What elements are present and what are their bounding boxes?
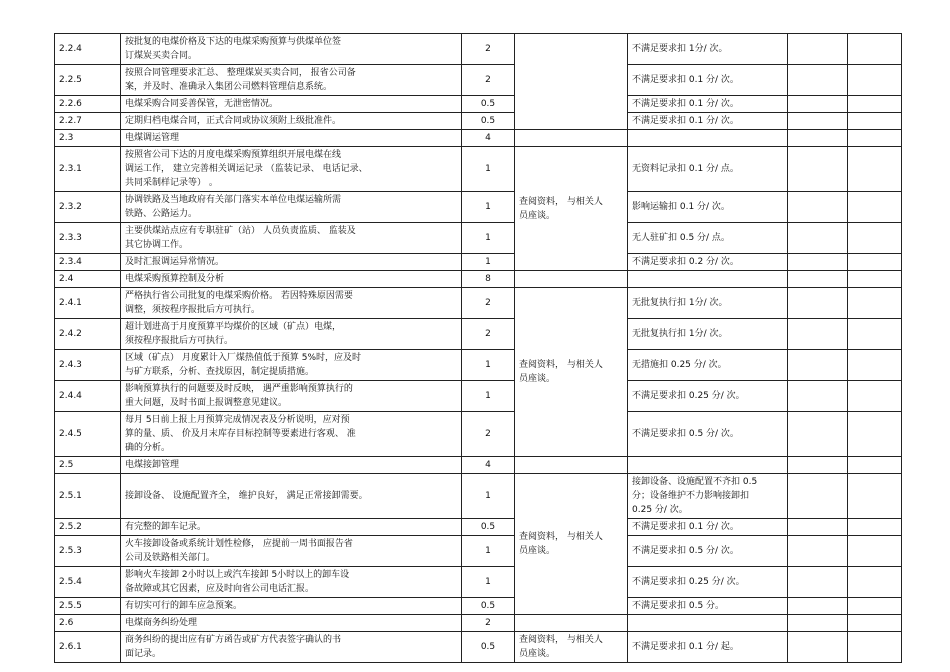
score-cell: 2 [462, 615, 515, 632]
item-content-cell: 有切实可行的卸车应急预案。 [121, 598, 462, 615]
item-number-cell: 2.2.5 [55, 65, 121, 96]
score-result-cell [788, 350, 848, 381]
deduction-rule-cell: 无批复执行扣 1分/ 次。 [628, 288, 788, 319]
check-method-cell: 查阅资料， 与相关人 员座谈。 [515, 147, 628, 271]
table-row [55, 381, 902, 412]
remark-cell [848, 474, 902, 519]
item-content-cell: 协调铁路及当地政府有关部门落实本单位电煤运输所需 铁路、公路运力。 [121, 192, 462, 223]
item-content-cell: 影响火车接卸 2小时以上或汽车接卸 5小时以上的卸车设 备故障或其它因素，应及时向省公司电话汇报。 [121, 567, 462, 598]
deduction-rule-cell [628, 615, 788, 632]
table-row [55, 254, 902, 271]
table-row [55, 412, 902, 457]
score-result-cell [788, 615, 848, 632]
item-content-cell: 按照省公司下达的月度电煤采购预算组织开展电煤在线 调运工作， 建立完善相关调运记录 （监装记录、 电话记录、 共同采制样记录等） 。 [121, 147, 462, 192]
item-content-cell: 电煤商务纠纷处理 [121, 615, 462, 632]
deduction-rule-cell: 不满足要求扣 0.5 分。 [628, 598, 788, 615]
remark-cell [848, 457, 902, 474]
item-number-cell: 2.2.7 [55, 113, 121, 130]
item-content-cell: 电煤接卸管理 [121, 457, 462, 474]
table-row [55, 288, 902, 319]
deduction-rule-cell: 无人驻矿扣 0.5 分/ 点。 [628, 223, 788, 254]
deduction-rule-cell [628, 130, 788, 147]
item-number-cell: 2.2.6 [55, 96, 121, 113]
section-row [55, 457, 902, 474]
score-cell: 1 [462, 147, 515, 192]
item-number-cell: 2.3.4 [55, 254, 121, 271]
item-number-cell: 2.5.3 [55, 536, 121, 567]
check-method-cell: 查阅资料， 与相关人 员座谈。 [515, 632, 628, 663]
remark-cell [848, 254, 902, 271]
score-result-cell [788, 223, 848, 254]
table-row [55, 519, 902, 536]
score-cell: 1 [462, 536, 515, 567]
score-result-cell [788, 536, 848, 567]
table-row [55, 147, 902, 192]
table-row [55, 567, 902, 598]
item-content-cell: 主要供煤站点应有专职驻矿（站） 人员负责监质、 监装及 其它协调工作。 [121, 223, 462, 254]
deduction-rule-cell [628, 271, 788, 288]
score-result-cell [788, 192, 848, 223]
remark-cell [848, 65, 902, 96]
score-result-cell [788, 412, 848, 457]
table-row [55, 598, 902, 615]
table-row [55, 113, 902, 130]
score-cell: 4 [462, 130, 515, 147]
item-number-cell: 2.3.2 [55, 192, 121, 223]
score-cell: 1 [462, 192, 515, 223]
score-cell: 8 [462, 271, 515, 288]
remark-cell [848, 632, 902, 663]
score-result-cell [788, 474, 848, 519]
score-result-cell [788, 113, 848, 130]
deduction-rule-cell: 不满足要求扣 0.1 分/ 次。 [628, 519, 788, 536]
document-page [54, 33, 902, 663]
score-cell: 0.5 [462, 96, 515, 113]
score-result-cell [788, 598, 848, 615]
table-row [55, 192, 902, 223]
item-number-cell: 2.2.4 [55, 34, 121, 65]
score-cell: 1 [462, 381, 515, 412]
item-number-cell: 2.3.3 [55, 223, 121, 254]
item-content-cell: 电煤调运管理 [121, 130, 462, 147]
deduction-rule-cell: 无措施扣 0.25 分/ 次。 [628, 350, 788, 381]
item-number-cell: 2.4.3 [55, 350, 121, 381]
score-cell: 0.5 [462, 519, 515, 536]
remark-cell [848, 412, 902, 457]
score-result-cell [788, 457, 848, 474]
item-content-cell: 及时汇报调运异常情况。 [121, 254, 462, 271]
item-content-cell: 超计划进高于月度预算平均煤价的区域（矿点）电煤， 须按程序报批后方可执行。 [121, 319, 462, 350]
score-cell: 1 [462, 350, 515, 381]
score-result-cell [788, 65, 848, 96]
item-number-cell: 2.6.1 [55, 632, 121, 663]
score-cell: 1 [462, 474, 515, 519]
table-row [55, 65, 902, 96]
item-content-cell: 每月 5日前上报上月预算完成情况表及分析说明，应对预 算的量、质、 价及月末库存目标控制等要素进行客观、 准 确的分析。 [121, 412, 462, 457]
score-result-cell [788, 319, 848, 350]
deduction-rule-cell: 不满足要求扣 0.5 分/ 次。 [628, 536, 788, 567]
item-content-cell: 接卸设备、 设施配置齐全， 维护良好， 满足正常接卸需要。 [121, 474, 462, 519]
item-content-cell: 商务纠纷的提出应有矿方函告或矿方代表签字确认的书 面记录。 [121, 632, 462, 663]
item-number-cell: 2.5.2 [55, 519, 121, 536]
remark-cell [848, 381, 902, 412]
item-number-cell: 2.4.4 [55, 381, 121, 412]
item-number-cell: 2.5.4 [55, 567, 121, 598]
table-row [55, 632, 902, 663]
item-content-cell: 严格执行省公司批复的电煤采购价格。 若因特殊原因需要 调整，须按程序报批后方可执行。 [121, 288, 462, 319]
score-cell: 4 [462, 457, 515, 474]
item-number-cell: 2.5.1 [55, 474, 121, 519]
deduction-rule-cell: 不满足要求扣 0.1 分/ 起。 [628, 632, 788, 663]
score-cell: 1 [462, 223, 515, 254]
item-content-cell: 按批复的电煤价格及下达的电煤采购预算与供煤单位签 订煤炭买卖合同。 [121, 34, 462, 65]
score-cell: 0.5 [462, 113, 515, 130]
remark-cell [848, 192, 902, 223]
item-content-cell: 有完整的卸车记录。 [121, 519, 462, 536]
item-number-cell: 2.5.5 [55, 598, 121, 615]
remark-cell [848, 130, 902, 147]
item-content-cell: 影响预算执行的问题要及时反映， 遇严重影响预算执行的 重大问题，及时书面上报调整意见建议。 [121, 381, 462, 412]
item-number-cell: 2.4 [55, 271, 121, 288]
remark-cell [848, 147, 902, 192]
deduction-rule-cell: 不满足要求扣 0.5 分/ 次。 [628, 412, 788, 457]
item-number-cell: 2.4.2 [55, 319, 121, 350]
remark-cell [848, 350, 902, 381]
deduction-rule-cell: 不满足要求扣 0.1 分/ 次。 [628, 96, 788, 113]
remark-cell [848, 96, 902, 113]
remark-cell [848, 598, 902, 615]
deduction-rule-cell: 不满足要求扣 0.25 分/ 次。 [628, 381, 788, 412]
item-content-cell: 定期归档电煤合同，正式合同或协议须附上级批准件。 [121, 113, 462, 130]
table-row [55, 34, 902, 65]
score-cell: 2 [462, 288, 515, 319]
score-cell: 2 [462, 34, 515, 65]
check-method-cell [515, 457, 628, 474]
item-number-cell: 2.3 [55, 130, 121, 147]
deduction-rule-cell: 不满足要求扣 0.2 分/ 次。 [628, 254, 788, 271]
deduction-rule-cell: 无资料记录扣 0.1 分/ 点。 [628, 147, 788, 192]
item-content-cell: 电煤采购合同妥善保管，无泄密情况。 [121, 96, 462, 113]
deduction-rule-cell: 不满足要求扣 0.1 分/ 次。 [628, 65, 788, 96]
check-method-cell: 查阅资料， 与相关人 员座谈。 [515, 288, 628, 457]
score-cell: 1 [462, 254, 515, 271]
check-method-cell: 查阅资料， 与相关人 员座谈。 [515, 474, 628, 615]
score-cell: 0.5 [462, 632, 515, 663]
remark-cell [848, 519, 902, 536]
deduction-rule-cell: 影响运输扣 0.1 分/ 次。 [628, 192, 788, 223]
deduction-rule-cell: 不满足要求扣 0.1 分/ 次。 [628, 113, 788, 130]
section-row [55, 130, 902, 147]
score-result-cell [788, 254, 848, 271]
check-method-cell [515, 615, 628, 632]
check-method-cell [515, 34, 628, 130]
remark-cell [848, 536, 902, 567]
check-method-cell [515, 271, 628, 288]
table-row [55, 474, 902, 519]
score-result-cell [788, 632, 848, 663]
score-result-cell [788, 96, 848, 113]
deduction-rule-cell [628, 457, 788, 474]
remark-cell [848, 319, 902, 350]
table-row [55, 319, 902, 350]
item-content-cell: 按照合同管理要求汇总、 整理煤炭买卖合同， 报省公司备 案，并及时、准确录入集团公司燃料管理信息系统。 [121, 65, 462, 96]
remark-cell [848, 567, 902, 598]
score-result-cell [788, 519, 848, 536]
score-cell: 0.5 [462, 598, 515, 615]
assessment-table [54, 33, 902, 663]
deduction-rule-cell: 不满足要求扣 0.25 分/ 次。 [628, 567, 788, 598]
score-cell: 2 [462, 65, 515, 96]
score-result-cell [788, 147, 848, 192]
score-cell: 2 [462, 319, 515, 350]
item-number-cell: 2.6 [55, 615, 121, 632]
section-row [55, 271, 902, 288]
score-result-cell [788, 130, 848, 147]
check-method-cell [515, 130, 628, 147]
table-row [55, 350, 902, 381]
section-row [55, 615, 902, 632]
deduction-rule-cell: 不满足要求扣 1分/ 次。 [628, 34, 788, 65]
score-result-cell [788, 288, 848, 319]
item-number-cell: 2.3.1 [55, 147, 121, 192]
remark-cell [848, 34, 902, 65]
remark-cell [848, 223, 902, 254]
remark-cell [848, 288, 902, 319]
item-content-cell: 电煤采购预算控制及分析 [121, 271, 462, 288]
item-content-cell: 区域（矿点） 月度累计入厂煤热值低于预算 5%时，应及时 与矿方联系，分析、查找原因，制定提质措施。 [121, 350, 462, 381]
item-number-cell: 2.4.1 [55, 288, 121, 319]
table-row [55, 536, 902, 567]
item-content-cell: 火车接卸设备或系统计划性检修， 应提前一周书面报告省 公司及铁路相关部门。 [121, 536, 462, 567]
score-result-cell [788, 271, 848, 288]
remark-cell [848, 615, 902, 632]
remark-cell [848, 113, 902, 130]
score-cell: 2 [462, 412, 515, 457]
remark-cell [848, 271, 902, 288]
score-result-cell [788, 567, 848, 598]
score-result-cell [788, 381, 848, 412]
table-row [55, 96, 902, 113]
score-cell: 1 [462, 567, 515, 598]
table-row [55, 223, 902, 254]
score-result-cell [788, 34, 848, 65]
deduction-rule-cell: 无批复执行扣 1分/ 次。 [628, 319, 788, 350]
item-number-cell: 2.4.5 [55, 412, 121, 457]
deduction-rule-cell: 接卸设备、设施配置不齐扣 0.5 分；设备维护不力影响接卸扣 0.25 分/ 次。 [628, 474, 788, 519]
item-number-cell: 2.5 [55, 457, 121, 474]
